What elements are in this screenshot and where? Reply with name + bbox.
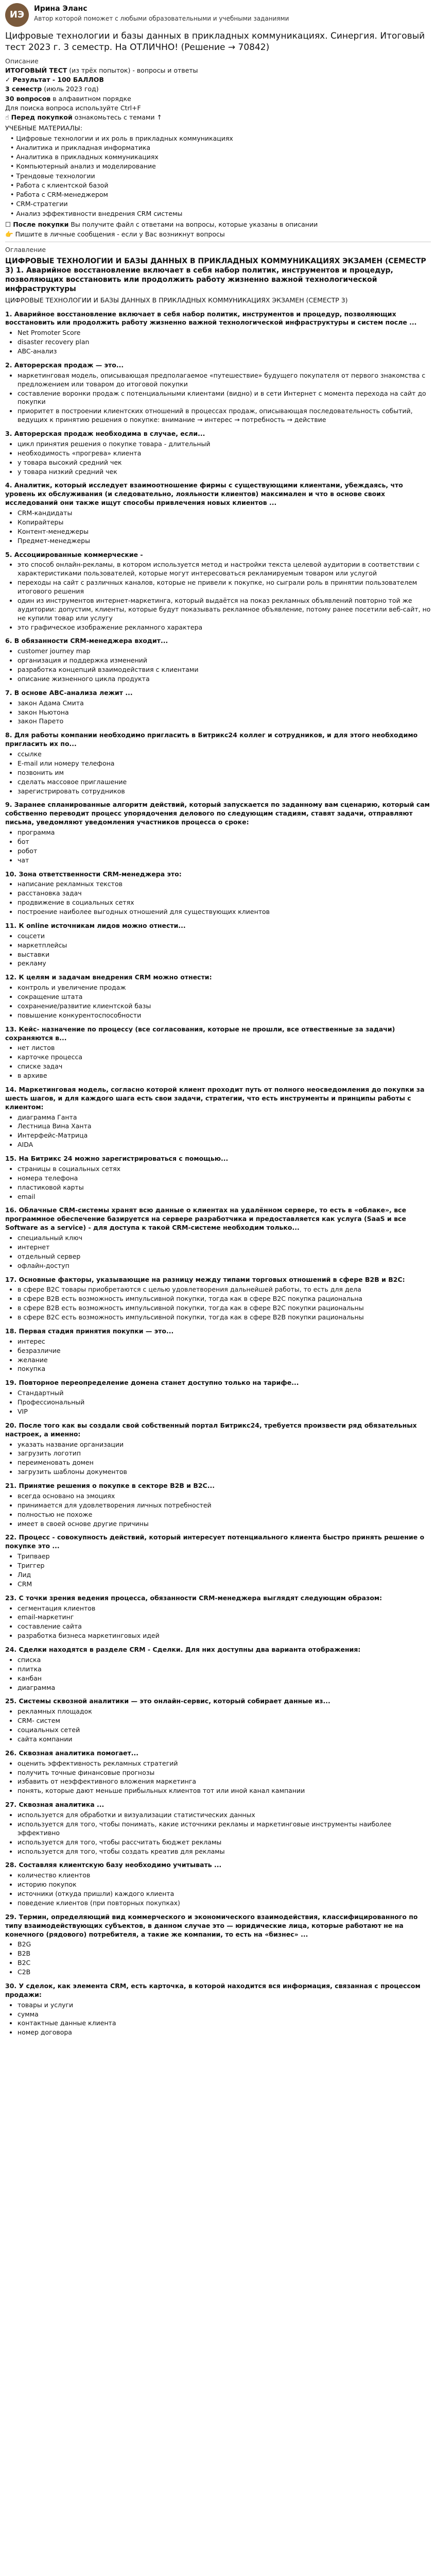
answer-option: • email [18,1193,431,1201]
answer-options [5,1044,431,1080]
topic-item: • CRM-стратегии [10,199,431,208]
answer-option: • социальных сетей [18,1726,431,1735]
answer-option: • номер договора [18,2028,431,2037]
answer-option: • количество клиентов [18,1871,431,1880]
answer-option: • указать название организации [18,1440,431,1449]
question-block [5,551,431,632]
topic-item: • Работа с CRM-менеджером [10,190,431,199]
answer-option: • поведение клиентов (при повторных покупках) [18,1899,431,1908]
answer-option: • пластиковой карты [18,1183,431,1192]
answer-option: • желание [18,1356,431,1365]
answer-option: • продвижение в социальных сетях [18,899,431,907]
answer-option: • CRM [18,1580,431,1589]
answer-option: • составление сайта [18,1622,431,1631]
question-block [5,1327,431,1374]
question-block [5,689,431,726]
answer-option: • покупка [18,1365,431,1374]
question-title: 1. Аварийное восстановление включает в себя набор политик, инструментов и процедур, позволяющих восстановить или продолжить работу жизненно важной технологической инфраструктуры и систем после ... [5,310,417,327]
question-title: 5. Ассоциированные коммерческие - [5,550,143,558]
answer-option: • ABC-анализ [18,347,431,356]
question-title: 12. К целям и задачам внедрения CRM можно отнести: [5,973,212,981]
questions-bold: 30 вопросов [5,94,51,103]
answer-option: • VIP [18,1408,431,1416]
answer-option: • маркетинговая модель, описывающая предполагаемое «путешествие» будущего покупателя от первого знакомства с предложением или товаром до итоговой покупки [18,371,431,389]
question-block [5,1861,431,1907]
answer-option: • маркетплейсы [18,941,431,950]
answer-option: • сумма [18,2010,431,2019]
answer-option: • Триггер [18,1562,431,1570]
answer-option: • расстановка задач [18,889,431,898]
answer-options [5,1604,431,1641]
answer-option: • оценить эффективность рекламных стратегий [18,1759,431,1768]
content-subtitle: ЦИФРОВЫЕ ТЕХНОЛОГИИ И БАЗЫ ДАННЫХ В ПРИКЛАДНЫХ КОММУНИКАЦИЯХ ЭКЗАМЕН (СЕМЕСТР 3) [5,296,348,304]
answer-options [5,1389,431,1416]
answer-option: • в сфере B2C товары приобретаются с целью удовлетворения дальнейшей работы, то есть для дела [18,1285,431,1294]
answer-option: • Предмет-менеджеры [18,537,431,546]
answer-option: • полностью не похоже [18,1511,431,1519]
answer-option: • используется для того, чтобы понимать, какие источники рекламы и маркетинговые инструменты наиболее эффективно [18,1820,431,1838]
answer-option: • в сфере B2C есть возможность импульсивной покупки, тогда как в сфере B2B покупки рациональны [18,1313,431,1322]
answer-option: • робот [18,847,431,856]
question-block [5,1594,431,1640]
answer-options [5,1285,431,1322]
answer-option: • CRM-кандидаты [18,509,431,518]
answer-option: • загрузить шаблоны документов [18,1468,431,1477]
question-title: 29. Термин, определяющий вид коммерческого и экономического взаимодействия, классифицированного по типу взаимодействующих субъектов, в данном случае это — юридические лица, которые работают не на конечного (рядового) потребителя, а такие же компании, то есть на «бизнес» ... [5,1912,418,1938]
answer-option: • Профессиональный [18,1398,431,1407]
note-row [5,230,431,239]
question-title: 28. Составляя клиентскую базу необходимо учитывать ... [5,1861,222,1869]
question-block [5,1749,431,1795]
answer-option: • в сфере B2B есть возможность импульсивной покупки, тогда как в сфере B2C покупки рациональны [18,1304,431,1313]
answer-options [5,828,431,865]
answer-options [5,509,431,546]
answer-option: • Интерфейс-Матрица [18,1131,431,1140]
question-title: 19. Повторное переопределение домена станет доступно только на тарифе... [5,1379,299,1387]
question-block [5,1421,431,1477]
answer-options [5,1234,431,1270]
question-title: 15. На Битрикс 24 можно зарегистрироваться с помощью... [5,1155,229,1162]
answer-option: • списке задач [18,1062,431,1071]
question-block [5,1155,431,1201]
question-title: 27. Сквозная аналитика ... [5,1801,104,1809]
answer-option: • переходы на сайт с различных каналов, которые не привели к покупке, но сыграли роль в принятии пользователем итогового решения [18,579,431,596]
answer-option: • выставки [18,951,431,959]
purchase-line [5,113,431,122]
answer-option: • закон Ньютона [18,708,431,717]
after-purchase-line [5,220,431,229]
answer-option: • интерес [18,1337,431,1346]
answer-option: • диаграмма Ганта [18,1113,431,1122]
question-title: 21. Принятие решения о покупке в секторе B2B и B2C... [5,1482,215,1489]
answer-option: • плитка [18,1665,431,1674]
topic-item: • Аналитика и прикладная информатика [10,143,431,152]
answer-option: • составление воронки продаж с потенциальными клиентами (видно) и в сети Интернет с момента перехода на сайт до покупки [18,389,431,407]
avatar-initials: ИЭ [9,9,25,20]
question-title: 6. В обязанности CRM-менеджера входит... [5,637,168,645]
answer-option: • товары и услуги [18,2001,431,2010]
answer-option: • нет листов [18,1044,431,1053]
question-block [5,1482,431,1528]
answer-option: • страницы в социальных сетях [18,1165,431,1174]
topic-item: • Трендовые технологии [10,172,431,180]
answer-option: • у товара низкий средний чек [18,468,431,477]
answer-option: • рекламных площадок [18,1707,431,1716]
question-title: 25. Системы сквозной аналитики — это онлайн-сервис, который собирает данные из... [5,1697,330,1705]
answer-option: • рекламу [18,959,431,968]
author-description: Автор которой поможет с любыми образовательными и учебными заданиями [34,15,289,23]
question-title: 24. Сделки находятся в разделе CRM - Сделки. Для них доступны два варианта отображения: [5,1646,361,1653]
topic-item: • Компьютерный анализ и моделирование [10,162,431,171]
question-block [5,870,431,917]
answer-option: • используется для того, чтобы рассчитать бюджет рекламы [18,1838,431,1847]
after-purchase-rest: Вы получите файл с ответами на вопросы, которые указаны в описании [68,220,318,228]
answer-option: • Net Promoter Score [18,329,431,337]
answer-option: • C2B [18,1968,431,1977]
answer-option: • бот [18,838,431,846]
answer-option: • сегментация клиентов [18,1604,431,1613]
answer-option: • принимается для удовлетворения личных потребностей [18,1501,431,1510]
question-block [5,1276,431,1322]
search-hint: Для поиска вопроса используйте [5,104,120,112]
purchase-bold: Перед покупкой [11,113,73,121]
question-block [5,1025,431,1080]
answer-option: • повышение конкурентоспособности [18,1011,431,1020]
answer-option: • номера телефона [18,1174,431,1183]
answer-options [5,371,431,425]
answer-option: • разработка бизнеса маркетинговых идей [18,1632,431,1640]
answer-option: • у товара высокий средний чек [18,459,431,467]
answer-option: • загрузить логотип [18,1449,431,1458]
content-title: ЦИФРОВЫЕ ТЕХНОЛОГИИ И БАЗЫ ДАННЫХ В ПРИКЛАДНЫХ КОММУНИКАЦИЯХ ЭКЗАМЕН (СЕМЕСТР 3) 1. Аварийное восстановление включает в себя набор политик, инструментов и процедур, позволяющих восстановить или продолжить работу жизненно важной технологической инфраструктуры [5,257,426,294]
purchase-rest: ознакомьтесь с темами ↑ [72,113,162,121]
answer-option: • сайта компании [18,1735,431,1744]
author-name[interactable]: Ирина Эланс [34,5,88,13]
answer-option: • понять, которые дают меньше прибыльных клиентов тот или иной канал кампании [18,1787,431,1795]
question-title: 7. В основе ABC-анализа лежит ... [5,688,133,697]
answer-option: • Лид [18,1571,431,1580]
question-block [5,1913,431,1977]
answer-option: • закон Адама Смита [18,699,431,708]
answer-option: • специальный ключ [18,1234,431,1243]
question-title: 10. Зона ответственности CRM-менеджера это: [5,870,182,878]
question-block [5,1533,431,1588]
answer-options [5,647,431,684]
answer-option: • зарегистрировать сотрудников [18,787,431,796]
answer-options [5,1759,431,1796]
result-bold: Результат - 100 БАЛЛОВ [12,76,104,83]
answer-option: • всегда основано на эмоциях [18,1492,431,1501]
answer-option: • цикл принятия решения о покупке товара - длительный [18,440,431,449]
answer-option: • переименовать домен [18,1459,431,1467]
answer-option: • разработка концепций взаимодействия с клиентами [18,666,431,674]
search-hint-line [5,104,431,112]
topics-label: УЧЕБНЫЕ МАТЕРИАЛЫ: [5,124,82,132]
contents-label: Оглавление [5,246,46,254]
answer-options [5,1165,431,1201]
answer-option: • источники (откуда пришли) каждого клиента [18,1890,431,1899]
question-block [5,731,431,795]
answer-option: • историю покупок [18,1880,431,1889]
answer-options [5,1940,431,1977]
answer-option: • Лестница Вина Ханта [18,1122,431,1131]
answer-options [5,1811,431,1856]
answer-option: • email-маркетинг [18,1613,431,1622]
question-title: 18. Первая стадия принятия покупки — это... [5,1327,174,1335]
answer-options [5,1337,431,1374]
answer-option: • приоритет в построении клиентских отношений в процессах продаж, описывающая последовательность событий, ведущих к принятию решения о покупке: внимание → интерес → потребность → действие [18,407,431,425]
answer-option: • соцсети [18,932,431,941]
answer-option: • написание рекламных текстов [18,880,431,889]
answer-options [5,329,431,356]
answer-option: • получить точные финансовые прогнозы [18,1769,431,1777]
avatar[interactable] [5,3,29,27]
answer-option: • карточке процесса [18,1053,431,1062]
question-title: 16. Облачные CRM-системы хранят всю данные о клиентах на удалённом сервере, то есть в «облаке», все программное обеспечение базируется на сервере разработчика и предоставляется как услуга (SaaS и все Software as a service) - для доступа к такой CRM-системе необходим только... [5,1206,407,1232]
answer-option: • AIDA [18,1141,431,1149]
answer-option: • построение наиболее выгодных отношений для существующих клиентов [18,908,431,917]
topic-item: • Аналитика в прикладных коммуникациях [10,152,431,161]
answer-options [5,561,431,632]
answer-option: • Контент-менеджеры [18,528,431,536]
answer-option: • чат [18,856,431,865]
final-test-rest: (из трёх попыток) - вопросы и ответы [67,66,198,74]
answer-option: • customer journey map [18,647,431,656]
question-title: 17. Основные факторы, указывающие на разницу между типами торговых отношений в сфере B2B и B2C: [5,1275,405,1283]
answer-option: • Стандартный [18,1389,431,1398]
answer-option: • B2G [18,1940,431,1949]
answer-option: • ссылке [18,750,431,759]
question-title: 4. Аналитик, который исследует взаимоотношение фирмы с существующими клиентами, убеждаясь, что уровень их обслуживания (и следовательно, лояльности клиентов) максимален и что в основе своих исследований они также ищут способы привлечения новых клиентов ... [5,481,403,507]
answer-option: • закон Парето [18,717,431,726]
answer-options [5,932,431,969]
answer-option: • сделать массовое приглашение [18,778,431,787]
answer-option: • сохранение/развитие клиентской базы [18,1002,431,1011]
answer-option: • CRM- систем [18,1717,431,1725]
question-block [5,922,431,968]
question-title: 30. У сделок, как элемента CRM, есть карточка, в которой находится вся информация, связанная с процессом продажи: [5,1981,421,1998]
question-title: 22. Процесс - совокупность действий, который интересует потенциального клиента быстро принять решение о покупке это ... [5,1533,425,1550]
answer-option: • диаграмма [18,1684,431,1692]
answer-option: • B2B [18,1950,431,1958]
answer-options [5,1113,431,1150]
question-block [5,973,431,1020]
question-title: 2. Авторерская продаж — это... [5,361,124,369]
question-block [5,1646,431,1692]
answer-option: • B2C [18,1959,431,1968]
answer-option: • списка [18,1656,431,1665]
answer-options [5,750,431,795]
question-block [5,1697,431,1743]
question-title: 8. Для работы компании необходимо пригласить в Битрикс24 коллег и сотрудников, и для этого необходимо пригласить их по... [5,731,418,748]
answer-option: • организация и поддержка изменений [18,656,431,665]
answer-option: • это способ онлайн-рекламы, в котором используется метод и настройки текста целевой аудитории в соответствии с характеристиками пользователей, которые могут интересоваться рекламируемым товаром или услугой [18,561,431,578]
question-title: 9. Заранее спланированные алгоритм действий, который запускается по заданному вам сценарию, который сам собственно переводит процесс упорядочения делового по следующим стадиям, ставят задачи, отправляют письма, уведомляют уведомления участников процесса о сроке: [5,801,430,826]
answer-option: • необходимость «прогрева» клиента [18,449,431,458]
answer-options [5,1656,431,1692]
semester-rest: (июль 2023 год) [42,85,99,93]
questions-list [5,310,431,2038]
topic-item: • Анализ эффективности внедрения CRM системы [10,209,431,218]
questions-line [5,94,431,103]
answer-option: • канбан [18,1674,431,1683]
answer-option: • используется для обработки и визуализации статистических данных [18,1811,431,1820]
description-label: Описание [5,57,39,65]
after-purchase-bold: После покупки [13,220,69,228]
answer-option: • E-mail или номеру телефона [18,759,431,768]
question-block [5,310,431,356]
answer-option: • это графическое изображение рекламного характера [18,623,431,632]
answer-option: • отдельный сервер [18,1252,431,1261]
answer-options [5,984,431,1020]
answer-option: • Трипваер [18,1552,431,1561]
question-title: 3. Авторерская продаж необходима в случае, если... [5,430,205,437]
question-block [5,1086,431,1149]
answer-options [5,880,431,917]
answer-option: • один из инструментов интернет-маркетинга, который выдаётся на показ рекламных объявлений повторно той же аудитории: допустим, клиенты, которые будут показывать рекламное объявление, потому ранее посетили веб-сайт, но не купили товар или услугу [18,597,431,623]
question-block [5,481,431,545]
answer-option: • описание жизненного цикла продукта [18,675,431,684]
answer-options [5,1871,431,1908]
check-icon: ✓ [5,76,13,83]
box-icon: ☐ [5,220,13,228]
question-block [5,801,431,865]
answer-option: • безразличие [18,1347,431,1355]
question-title: 20. После того как вы создали свой собственный портал Битрикс24, требуется произвести ряд обязательных настроек, а именно: [5,1421,417,1438]
answer-option: • избавить от неэффективного вложения маркетинга [18,1777,431,1786]
answer-option: • интернет [18,1243,431,1252]
semester-bold: 3 семестр [5,85,42,93]
answer-options [5,1440,431,1477]
answer-options [5,2001,431,2038]
result-line [5,75,431,84]
topic-item: • Работа с клиентской базой [10,181,431,190]
answer-option: • позвонить им [18,769,431,777]
answer-option: • в сфере B2B есть возможность импульсивной покупки, тогда как в сфере B2C покупка рациональна [18,1295,431,1303]
question-block [5,1982,431,2037]
answer-options [5,1492,431,1529]
answer-options [5,1707,431,1744]
question-title: 23. С точки зрения ведения процесса, обязанности CRM-менеджера выглядят следующим образом: [5,1594,382,1602]
answer-option: • контактные данные клиента [18,2019,431,2028]
question-title: 11. К online источникам лидов можно отнести... [5,921,186,929]
topic-item: • Цифровые технологии и их роль в прикладных коммуникациях [10,134,431,143]
final-test-line [5,66,431,75]
note-text: Пишите в личные сообщения - если у Вас возникнут вопросы [15,230,225,238]
author-header [5,3,431,27]
answer-option: • в архиве [18,1072,431,1080]
final-test-bold: ИТОГОВЫЙ ТЕСТ [5,66,67,74]
question-block [5,1801,431,1856]
hand-icon: 👉 [5,230,13,238]
author-info [34,3,289,23]
answer-option: • Копирайтеры [18,518,431,527]
topics-list [5,134,431,218]
answer-option: • сокращение штата [18,993,431,1002]
question-block [5,430,431,476]
question-block [5,1206,431,1270]
answer-option: • имеет в своей основе другие причины [18,1520,431,1529]
answer-option: • программа [18,828,431,837]
answer-options [5,699,431,726]
answer-options [5,1552,431,1589]
answer-options [5,440,431,477]
question-title: 13. Кейс- назначение по процессу (все согласования, которые не прошли, все отвественные за задачи) сохраняются в... [5,1025,395,1042]
question-title: 26. Сквозная аналитика помогает... [5,1749,139,1757]
answer-option: • используется для того, чтобы создать креатив для рекламы [18,1848,431,1856]
questions-rest: в алфавитном порядке [50,94,131,103]
question-block [5,361,431,425]
question-title: 14. Маркетинговая модель, согласно которой клиент проходит путь от полного неосведомления до покупки за шесть шагов, и для каждого шага есть свои задачи, стратегии, что есть инструменты и принципы работы с клиентом: [5,1085,425,1111]
search-hint-shortcut: Ctrl+F [120,104,141,112]
question-block [5,637,431,683]
semester-line [5,84,431,93]
document-title: Цифровые технологии и базы данных в прикладных коммуникациях. Синергия. Итоговый тест 2023 г. 3 семестр. На ОТЛИЧНО! (Решение → 70842) [5,31,425,53]
answer-option: • офлайн-доступ [18,1262,431,1270]
question-block [5,1379,431,1416]
answer-option: • контроль и увеличение продаж [18,984,431,992]
pointer-icon: ☝ [5,113,11,121]
answer-option: • disaster recovery plan [18,338,431,347]
